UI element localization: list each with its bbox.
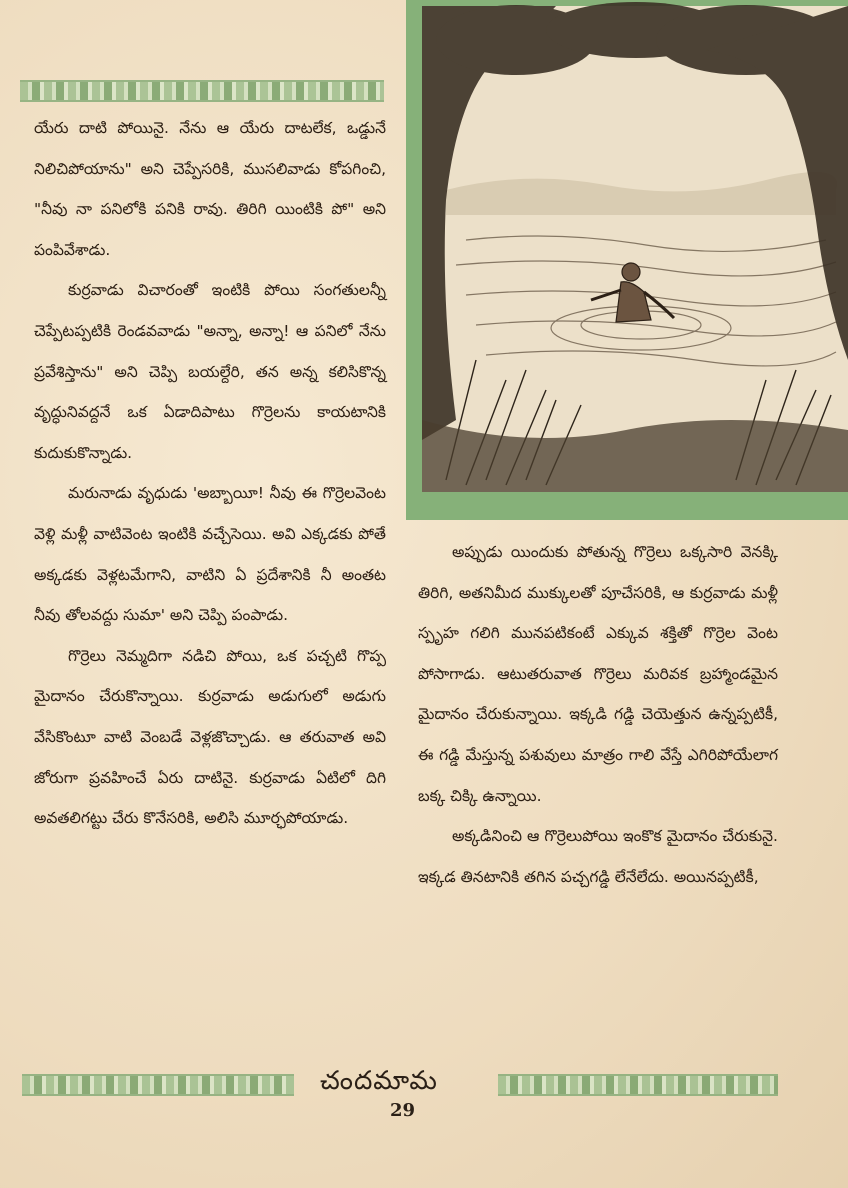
river-illustration	[406, 0, 848, 520]
paragraph: యేరు దాటి పోయినై. నేను ఆ యేరు దాటలేక, ఒడ్డునే నిలిచిపోయాను" అని చెప్పేసరికి, ముసలివాడు కోపగించి, "నీవు నా పనిలోకి పనికి రావు. తిరిగి యింటికి పో" అని పంపివేశాడు.	[34, 119, 386, 259]
right-column	[418, 532, 778, 897]
paragraph: అప్పుడు యిందుకు పోతున్న గొర్రెలు ఒక్కసారి వెనక్కి తిరిగి, అతనిమీద ముక్కులతో పూచేసరికి, ఆ కుర్రవాడు మళ్లీ స్పృహ గలిగి మునపటికంటే ఎక్కువ శక్తితో గొర్రెల వెంట పోసాగాడు. ఆటుతరువాత గొర్రెలు మరివక బ్రహ్మాండమైన మైదానం చేరుకున్నాయి. ఇక్కడి గడ్డి చెయెత్తున ఉన్నప్పటికీ, ఈ గడ్డి మేస్తున్న పశువులు మాత్రం గాలి వేస్తే ఎగిరిపోయేలాగ బక్క చిక్కి ఉన్నాయి.	[418, 543, 778, 805]
left-column	[34, 108, 386, 839]
paragraph: కుర్రవాడు విచారంతో ఇంటికి పోయి సంగతులన్నీ చెప్పేటప్పటికి రెండవవాడు "అన్నా, అన్నా! ఆ పనిలో నేను ప్రవేశిస్తాను" అని చెప్పి బయల్దేరి, తన అన్న కలిసికొన్న వృద్ధునివద్దనే ఒక ఏడాదిపాటు గొర్రెలను కాయటానికి కుదుకుకొన్నాడు.	[34, 281, 386, 462]
footer-right-border	[498, 1074, 778, 1096]
paragraph: మరునాడు వృధుడు 'అబ్బాయీ! నీవు ఈ గొర్రెలవెంట వెళ్లి మళ్లీ వాటివెంట ఇంటికి వచ్చేసెయి. అవి ఎక్కడకు పోతే అక్కడకు వెళ్లటమేగాని, వాటిని ఏ ప్రదేశానికి నీ అంతట నీవు తోలవద్దు సుమా' అని చెప్పి పంపాడు.	[34, 484, 386, 625]
magazine-title: చందమామ	[320, 1066, 438, 1096]
paragraph: గొర్రెలు నెమ్మదిగా నడిచి పోయి, ఒక పచ్చటి గొప్ప మైదానం చేరుకొన్నాయి. కుర్రవాడు అడుగులో అడుగు వేసికొంటూ వాటి వెంబడే వెళ్లజొచ్చాడు. ఆ తరువాత అవి జోరుగా ప్రవహించే ఏరు దాటినై. కుర్రవాడు ఏటిలో దిగి అవతలిగట్టు చేరు కొనేసరికి, అలిసి మూర్ఛపోయాడు.	[34, 646, 386, 828]
page-number: 29	[390, 1100, 416, 1121]
footer-left-border	[22, 1074, 294, 1096]
paragraph: అక్కడినించి ఆ గొర్రెలుపోయి ఇంకొక మైదానం చేరుకునై. ఇక్కడ తినటానికి తగిన పచ్చగడ్డి లేనేలేదు. అయినప్పటికీ,	[418, 827, 778, 886]
top-decorative-border	[20, 80, 384, 102]
boy-swimming-drawing	[406, 0, 848, 520]
